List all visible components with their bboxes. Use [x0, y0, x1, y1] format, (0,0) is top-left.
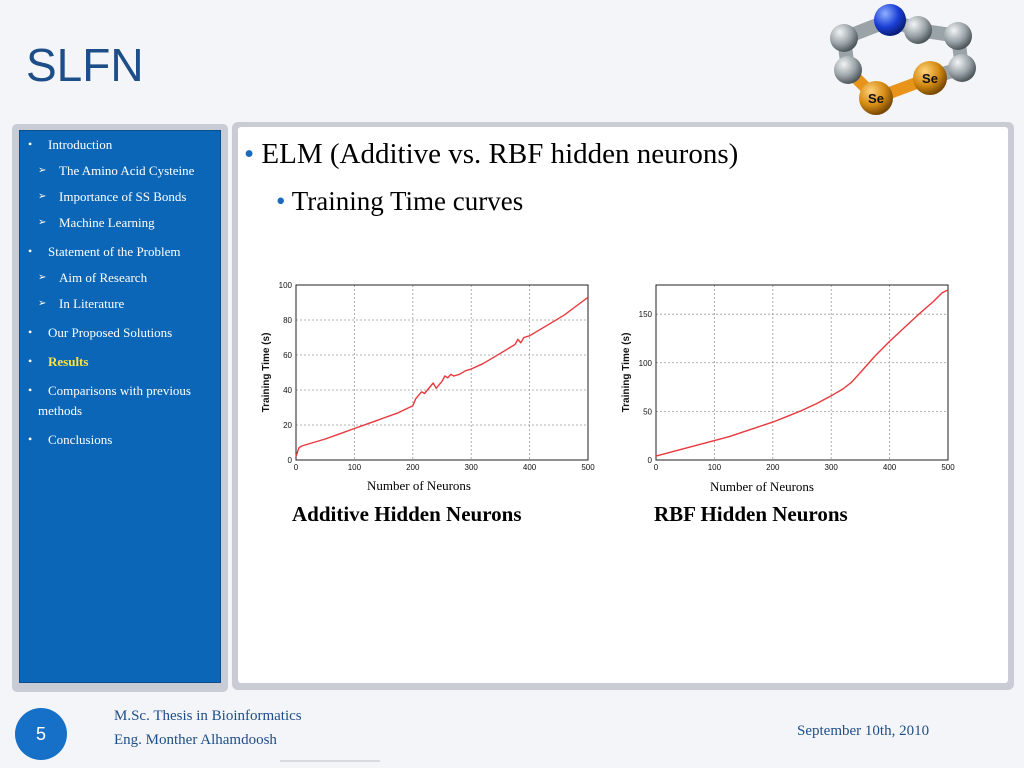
plot-frame: [656, 285, 948, 460]
molecule-logo: [818, 4, 988, 119]
y-axis-label: Training Time (s): [261, 332, 272, 413]
y-tick-label: 50: [643, 407, 652, 417]
chart-rbf-caption: RBF Hidden Neurons: [654, 502, 848, 526]
sub-bullet-text: Training Time curves: [291, 186, 524, 216]
nav-item-label: Machine Learning: [59, 215, 155, 230]
x-tick-label: 400: [522, 463, 537, 472]
nav-item-label: Introduction: [48, 137, 113, 152]
x-tick-label: 200: [766, 463, 780, 472]
footer-date: September 10th, 2010: [797, 723, 930, 739]
x-tick-label: 500: [581, 463, 595, 472]
x-tick-label: 0: [653, 463, 659, 472]
x-tick-label: 500: [941, 463, 955, 472]
x-tick-label: 400: [882, 463, 897, 472]
y-tick-label: 40: [283, 386, 292, 395]
y-tick-label: 20: [283, 421, 292, 430]
main-bullet: [244, 138, 738, 171]
bullet-icon: •: [28, 432, 33, 446]
chart-additive-svg: [256, 278, 601, 478]
nav-item-label: Conclusions: [48, 432, 113, 447]
nav-item-label: The Amino Acid Cysteine: [59, 163, 195, 178]
arrow-bullet-icon: ➢: [38, 272, 47, 283]
series-line: [296, 297, 588, 456]
nav-item-label: Aim of Research: [59, 270, 148, 285]
bullet-icon: •: [28, 137, 33, 151]
x-tick-label: 100: [707, 463, 722, 472]
y-tick-label: 0: [647, 456, 652, 465]
arrow-bullet-icon: ➢: [38, 298, 47, 309]
chart-additive-xlabel: Number of Neurons: [367, 478, 471, 493]
main-bullet-text: ELM (Additive vs. RBF hidden neurons): [261, 138, 739, 170]
bullet-icon: •: [28, 383, 33, 397]
x-tick-label: 0: [293, 463, 299, 472]
nav-item-label: Importance of SS Bonds: [59, 189, 187, 204]
bullet-icon: •: [28, 325, 33, 339]
se-label-2: Se: [868, 91, 884, 106]
footer-author: Eng. Monther Alhamdoosh: [114, 732, 277, 748]
page-number: 5: [15, 708, 67, 760]
bullet-icon: •: [244, 138, 255, 170]
chart-additive-caption: Additive Hidden Neurons: [292, 502, 522, 526]
x-tick-label: 300: [824, 463, 838, 472]
x-tick-label: 300: [464, 463, 478, 472]
nav-item-label: In Literature: [59, 296, 125, 311]
chart-rbf-svg: [616, 278, 961, 478]
sidebar-nav: [19, 130, 221, 683]
footer-divider: [280, 760, 380, 762]
se-label-1: Se: [922, 71, 938, 86]
slide-title: SLFN: [26, 39, 144, 91]
arrow-bullet-icon: ➢: [38, 191, 47, 202]
x-tick-label: 200: [406, 463, 420, 472]
y-tick-label: 80: [283, 316, 292, 325]
y-axis-label: Training Time (s): [621, 332, 632, 413]
sub-bullet: [276, 186, 523, 217]
chart-rbf: [616, 278, 961, 478]
arrow-bullet-icon: ➢: [38, 165, 47, 176]
y-tick-label: 60: [283, 351, 292, 360]
arrow-bullet-icon: ➢: [38, 217, 47, 228]
nav-item-label: Results: [48, 354, 89, 369]
bullet-icon: •: [276, 186, 286, 216]
footer-thesis: M.Sc. Thesis in Bioinformatics: [114, 708, 302, 724]
x-tick-label: 100: [347, 463, 362, 472]
nav-item-label: Comparisons with previous: [48, 383, 191, 398]
nav-item-label: Statement of the Problem: [48, 244, 181, 259]
nav-item-label: Our Proposed Solutions: [48, 325, 173, 340]
nav-item-label-continued: methods: [38, 403, 83, 418]
y-tick-label: 100: [278, 281, 292, 290]
y-tick-label: 150: [638, 310, 652, 320]
chart-rbf-xlabel: Number of Neurons: [710, 479, 814, 494]
series-line: [656, 290, 948, 456]
bullet-icon: •: [28, 354, 33, 368]
y-tick-label: 100: [638, 358, 652, 368]
bullet-icon: •: [28, 244, 33, 258]
y-tick-label: 0: [287, 456, 292, 465]
chart-additive: [256, 278, 601, 478]
